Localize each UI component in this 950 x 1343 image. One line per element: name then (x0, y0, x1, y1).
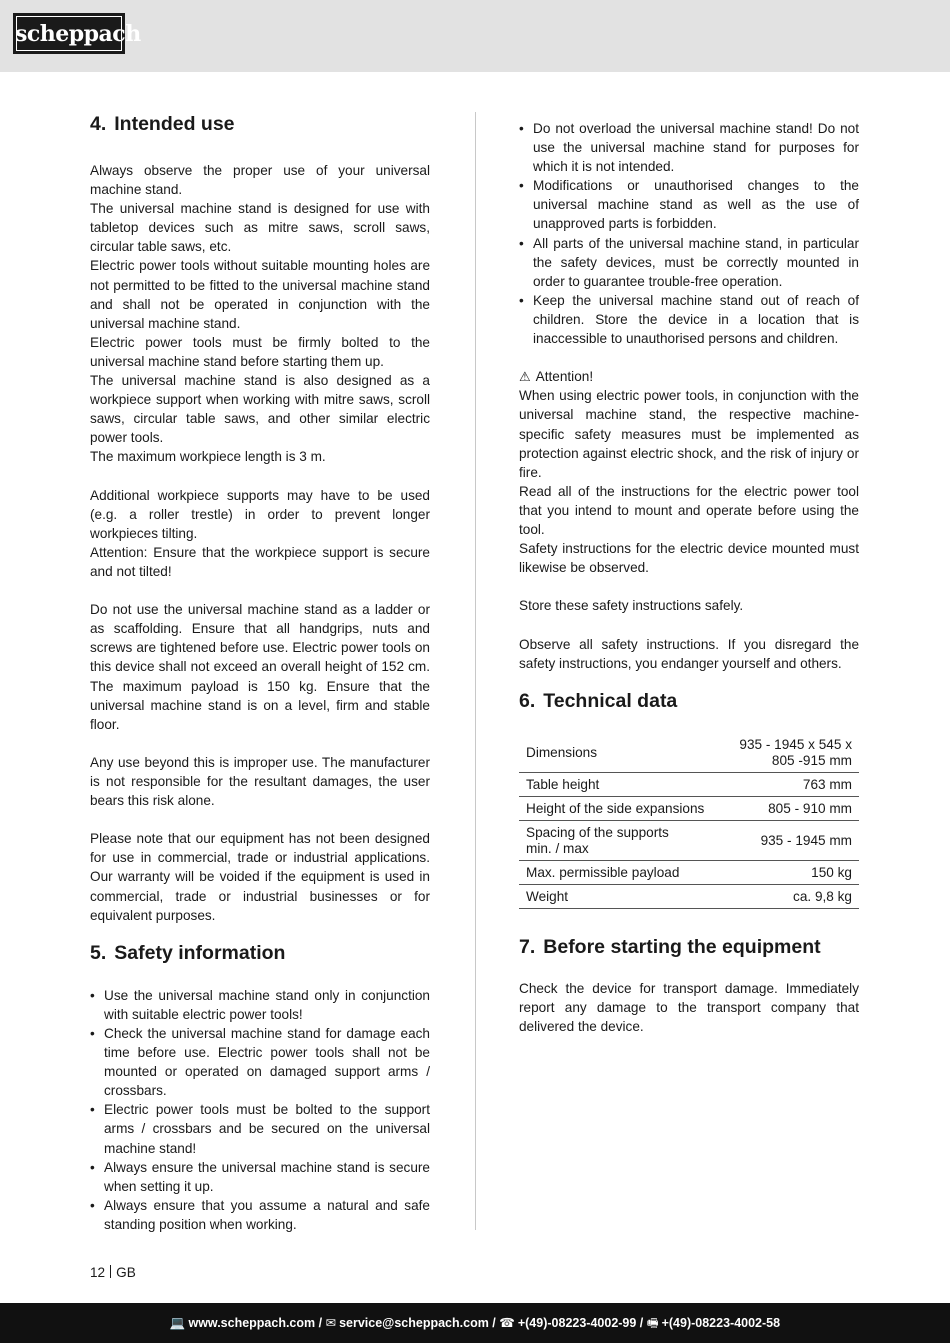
intended-use-text-3: Electric power tools without suitable mounting holes are not permitted to be fitted to the universal machine stand and shall not be operated in conjunction with the universal machine stand. (90, 258, 430, 331)
list-item: • Always ensure the universal machine stand is secure when setting it up. (90, 1158, 430, 1196)
observe-instructions-text: Observe all safety instructions. If you disregard the safety instructions, you endanger yourself and others. (519, 636, 859, 671)
ladder-warning-text: Do not use the universal machine stand as a ladder or as scaffolding. Ensure that all handgrips, nuts and screws are tightened before use. Electric power tools on this device shall not exceed an overall height of 152 cm. The maximum payload is 150 kg. Ensure that the universal machine stand is on a level, firm and stable floor. (90, 602, 430, 732)
commercial-use-text: Please note that our equipment has not been designed for use in commercial, trade or industrial applications. Our warranty will be voided if the equipment is used in commercial, trade or industrial businesses or for equivalent purposes. (90, 831, 430, 923)
table-row: Spacing of the supports min. / max 935 - 1945 mm (519, 820, 859, 860)
section-4-heading: 4. Intended use (90, 113, 235, 135)
attention-text-3: Safety instructions for the electric device mounted must likewise be observed. (519, 541, 859, 576)
safety-list-right (519, 119, 859, 348)
table-row: Height of the side expansions 805 - 910 mm (519, 796, 859, 820)
list-item: • Use the universal machine stand only in conjunction with suitable electric power tools! (90, 986, 430, 1024)
store-instructions-text: Store these safety instructions safely. (519, 598, 744, 614)
intended-use-text-6: The maximum workpiece length is 3 m. (90, 449, 326, 465)
footer-fax: +(49)-08223-4002-58 (661, 1316, 781, 1330)
table-row: Table height 763 mm (519, 772, 859, 796)
page-number-separator (110, 1265, 111, 1278)
intended-use-text-5: The universal machine stand is also designed as a workpiece support when working with mitre saws, scroll saws, circular table saws, and other similar electric power tools. (90, 373, 430, 446)
list-item: • Always ensure that you assume a natural and safe standing position when working. (90, 1196, 430, 1234)
computer-icon: 💻 (169, 1316, 186, 1330)
intended-use-text-2: The universal machine stand is designed for use with tabletop devices such as mitre saws, scroll saws, circular table saws, etc. (90, 201, 430, 255)
page-number: 12 GB (90, 1265, 136, 1280)
table-row: Dimensions 935 - 1945 x 545 x 805 -915 mm (519, 733, 859, 773)
right-column (519, 119, 859, 1036)
page-header (0, 0, 950, 72)
footer-website: www.scheppach.com / (188, 1316, 323, 1330)
intended-use-text-1: Always observe the proper use of your universal machine stand. (90, 163, 430, 198)
fax-icon: 🖷 (646, 1316, 659, 1330)
list-item: • Modifications or unauthorised changes to the universal machine stand as well as the use of unapproved parts is forbidden. (519, 176, 859, 233)
table-row: Weight ca. 9,8 kg (519, 884, 859, 908)
warning-triangle-icon: ⚠ (519, 369, 531, 385)
list-item: • Check the universal machine stand for damage each time before use. Electric power tools shall not be mounted or operated on damaged support arms / crossbars. (90, 1024, 430, 1100)
footer-phone: +(49)-08223-4002-99 / (517, 1316, 644, 1330)
mail-icon: ✉ (325, 1316, 337, 1330)
list-item: • All parts of the universal machine stand, in particular the safety devices, must be correctly mounted in order to guarantee trouble-free operation. (519, 234, 859, 291)
safety-list-left (90, 986, 430, 1234)
list-item: • Electric power tools must be bolted to the support arms / crossbars and be secured on the universal machine stand! (90, 1100, 430, 1157)
list-item: • Keep the universal machine stand out of reach of children. Store the device in a location that is inaccessible to unauthorised persons and children. (519, 291, 859, 348)
page-footer (0, 1303, 950, 1343)
attention-text-2: Read all of the instructions for the electric power tool that you intend to mount and operate before using the tool. (519, 483, 859, 537)
left-column (90, 112, 430, 1234)
workpiece-attention-text: Attention: Ensure that the workpiece support is secure and not tilted! (90, 544, 430, 579)
transport-damage-text: Check the device for transport damage. Immediately report any damage to the transport company that delivered the device. (519, 980, 859, 1034)
phone-icon: ☎ (499, 1316, 515, 1330)
section-7-heading: 7. Before starting the equipment (519, 935, 821, 958)
intended-use-text-4: Electric power tools must be firmly bolted to the universal machine stand before starting them up. (90, 334, 430, 369)
column-divider (475, 112, 476, 1230)
footer-email: service@scheppach.com / (339, 1316, 496, 1330)
scheppach-logo: scheppach (13, 13, 125, 54)
improper-use-text: Any use beyond this is improper use. The manufacturer is not responsible for the resultant damages, the user bears this risk alone. (90, 754, 430, 809)
attention-heading: ⚠ Attention! (519, 367, 859, 386)
table-row: Max. permissible payload 150 kg (519, 860, 859, 884)
technical-data-table (519, 733, 859, 909)
workpiece-support-text: Additional workpiece supports may have to be used (e.g. a roller trestle) in order to prevent longer workpieces tilting. (90, 487, 430, 541)
section-5-heading: 5. Safety information (90, 941, 286, 964)
attention-text-1: When using electric power tools, in conjunction with the universal machine stand, the respective machine-specific safety measures must be implemented as protection against electric shock, and the risk of injury or fire. (519, 388, 859, 480)
list-item: • Do not overload the universal machine stand! Do not use the universal machine stand for purposes for which it is not intended. (519, 119, 859, 176)
section-6-heading: 6. Technical data (519, 689, 678, 712)
